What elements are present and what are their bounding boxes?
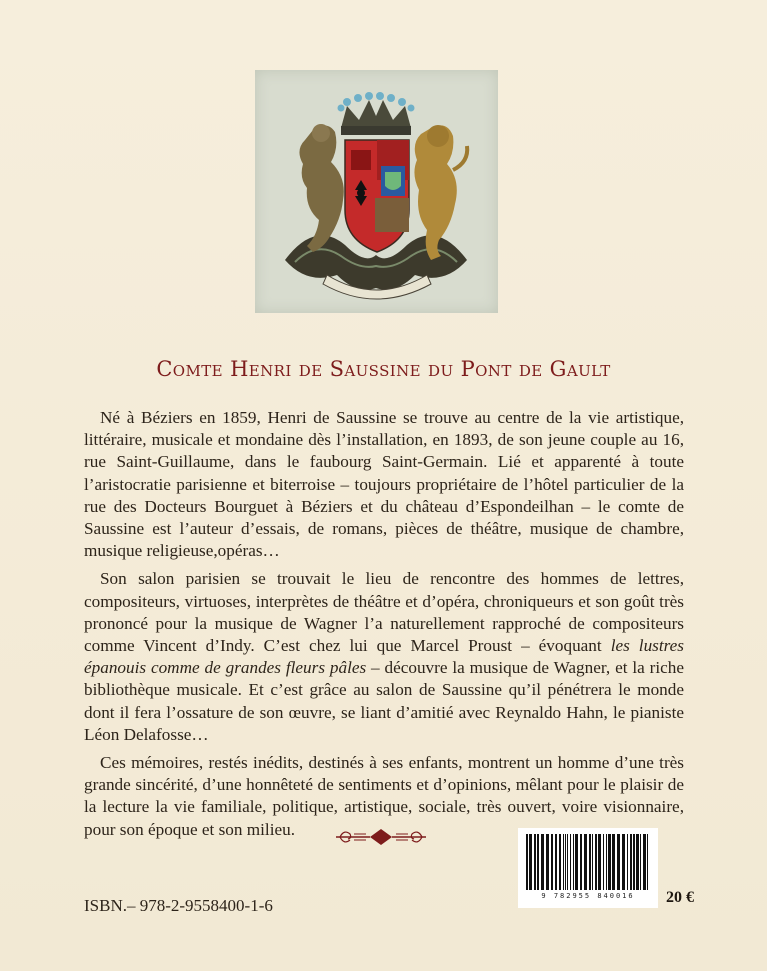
price: 20 €: [666, 889, 694, 906]
isbn: ISBN.– 978-2-9558400-1-6: [84, 896, 273, 915]
barcode-icon: [518, 828, 658, 892]
paragraph-2-end: – découvre la musique de Wagner, et la riche bibliothèque musicale. Et c’est grâce au salon de Saussine qu’il pénétrera le monde dont il fera l’ossature de son œuvre, se liant d’amitié avec Reynaldo Hahn, le pianiste Léon Delafosse…: [84, 658, 684, 744]
coat-of-arms-illustration: [255, 70, 498, 313]
paragraph-2: [84, 568, 684, 746]
proust-quote: les lustres épanouis comme de grandes fleurs pâles: [84, 636, 684, 678]
barcode-digits: 9 782955 840016: [541, 892, 635, 900]
page-title: Comte Henri de Saussine du Pont de Gault: [156, 357, 611, 381]
paragraph-1: Né à Béziers en 1859, Henri de Saussine se trouve au centre de la vie artistique, littéraire, musicale et mondaine dès l’installation, en 1893, de son jeune couple au 16, rue Saint-Guillaume, dans le faubourg Saint-Germain. Lié et apparenté à toute l’aristocratie parisienne et biterroise – toujours propriétaire de l’hôtel particulier de la rue des Docteurs Bourguet à Béziers et du château d’Espondeilhan – le comte de Saussine est l’auteur d’essais, de romans, pièces de théâtre, musique de chambre, musique religieuse,opéras…: [84, 408, 684, 561]
coat-of-arms-icon: [255, 70, 498, 313]
summary-text: [84, 407, 684, 847]
paragraph-2-start: Son salon parisien se trouvait le lieu de rencontre des hommes de lettres, compositeurs, virtuoses, interprètes de théâtre et d’opéra, chroniqueurs et son goût très prononcé pour la musique de Wagner l’a naturellement rapproché de compositeurs comme Vincent d’Indy. C’est chez lui que Marcel Proust – évoquant: [84, 569, 684, 656]
barcode: [518, 828, 658, 908]
ornament-icon: [332, 824, 430, 850]
paragraph-3: Ces mémoires, restés inédits, destinés à ses enfants, montrent un homme d’une très grande sincérité, d’une honnêteté de sentiments et d’opinions, mêlant pour le plaisir de la lecture la vie familiale, politique, artistique, sociale, très ouvert, voire visionnaire, pour son époque et son milieu.: [84, 753, 684, 839]
